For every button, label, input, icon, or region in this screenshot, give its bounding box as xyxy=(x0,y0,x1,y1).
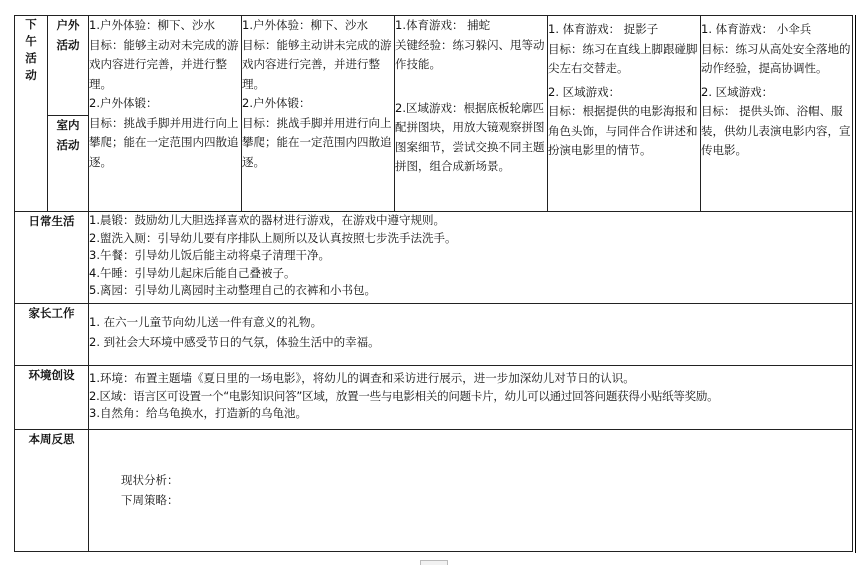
afternoon-section-label: 下 午 活 动 xyxy=(15,16,48,212)
environment-item: 2.区域：语言区可设置一个“电影知识问答”区域，放置一些与电影相关的问题卡片，幼儿可以通过回答问题获得小贴纸等奖励。 xyxy=(89,388,719,403)
environment-row xyxy=(15,366,853,430)
weekly-plan-table xyxy=(14,15,853,552)
daily-life-content xyxy=(89,212,853,304)
day-4-outdoor-text: 1. 体育游戏： 捉影子 目标：练习在直线上脚跟碰脚尖左右交替走。 xyxy=(548,22,698,75)
environment-content xyxy=(89,366,853,430)
day-2-indoor-text: 2.户外体锻： 目标：挑战手脚并用进行向上攀爬；能在一定范围内四散追逐。 xyxy=(242,96,392,169)
day-4-indoor-text: 2. 区域游戏： 目标：根据提供的电影海报和角色头饰，与同伴合作讲述和扮演电影里的情节。 xyxy=(548,84,698,157)
page-edge-line xyxy=(855,15,856,553)
indoor-activity-label: 室内 活动 xyxy=(48,116,89,212)
day-3-outdoor-text: 1.体育游戏： 捕蛇 关键经验：练习躲闪、甩等动作技能。 xyxy=(395,18,545,71)
day-5-outdoor-text: 1. 体育游戏： 小伞兵 目标：练习从高处安全落地的动作经验，提高协调性。 xyxy=(701,22,851,75)
day-3-activities xyxy=(395,16,548,212)
reflection-content xyxy=(89,430,853,552)
environment-item: 3.自然角：给乌龟换水，打造新的乌龟池。 xyxy=(89,406,307,420)
day-1-outdoor-text: 1.户外体验：柳下、沙水 目标：能够主动对未完成的游戏内容进行完善，并进行整理。 xyxy=(89,18,239,91)
parent-work-label: 家长工作 xyxy=(15,304,89,366)
environment-label: 环境创设 xyxy=(15,366,89,430)
status-analysis-label: 现状分析： xyxy=(121,473,179,487)
daily-life-item: 5.离园：引导幼儿离园时主动整理自己的衣裤和小书包。 xyxy=(89,283,376,297)
outdoor-activity-label: 户外 活动 xyxy=(48,16,89,116)
daily-life-item: 1.晨锻：鼓励幼儿大胆选择喜欢的器材进行游戏，在游戏中遵守规则。 xyxy=(89,213,445,227)
daily-life-row xyxy=(15,212,853,304)
parent-work-content xyxy=(89,304,853,366)
afternoon-outdoor-row xyxy=(15,16,853,116)
daily-life-item: 2.盥洗入厕：引导幼儿要有序排队上厕所以及认真按照七步洗手法洗手。 xyxy=(89,230,457,245)
day-1-indoor-text: 2.户外体锻： 目标：挑战手脚并用进行向上攀爬；能在一定范围内四散追逐。 xyxy=(89,96,239,169)
day-5-activities xyxy=(701,16,853,212)
parent-work-item: 2. 到社会大环境中感受节日的气氛，体验生活中的幸福。 xyxy=(89,335,380,349)
day-3-indoor-text: 2.区域游戏：根据底板轮廓匹配拼图块，用放大镜观察拼图图案细节，尝试交换不同主题拼图，组合成新场景。 xyxy=(395,100,545,173)
day-5-indoor-text: 2. 区域游戏： 目标： 提供头饰、浴帽、服装，供幼儿表演电影内容，宣传电影。 xyxy=(701,84,851,157)
day-2-activities xyxy=(242,16,395,212)
parent-work-row xyxy=(15,304,853,366)
day-2-outdoor-text: 1.户外体验：柳下、沙水 目标：能够主动讲未完成的游戏内容进行完善，并进行整理。 xyxy=(242,18,392,91)
reflection-row xyxy=(15,430,853,552)
daily-life-label: 日常生活 xyxy=(15,212,89,304)
environment-item: 1.环境：布置主题墙《夏日里的一场电影》，将幼儿的调查和采访进行展示，进一步加深幼儿对节日的认识。 xyxy=(89,371,635,385)
daily-life-item: 3.午餐：引导幼儿饭后能主动将桌子清理干净。 xyxy=(89,248,330,262)
reflection-label: 本周反思 xyxy=(15,430,89,552)
parent-work-item: 1. 在六一儿童节向幼儿送一件有意义的礼物。 xyxy=(89,315,323,329)
scroll-handle[interactable] xyxy=(420,560,448,565)
next-week-strategy-label: 下周策略： xyxy=(121,493,179,507)
day-1-activities xyxy=(89,16,242,212)
daily-life-item: 4.午睡：引导幼儿起床后能自己叠被子。 xyxy=(89,265,296,280)
day-4-activities xyxy=(548,16,701,212)
